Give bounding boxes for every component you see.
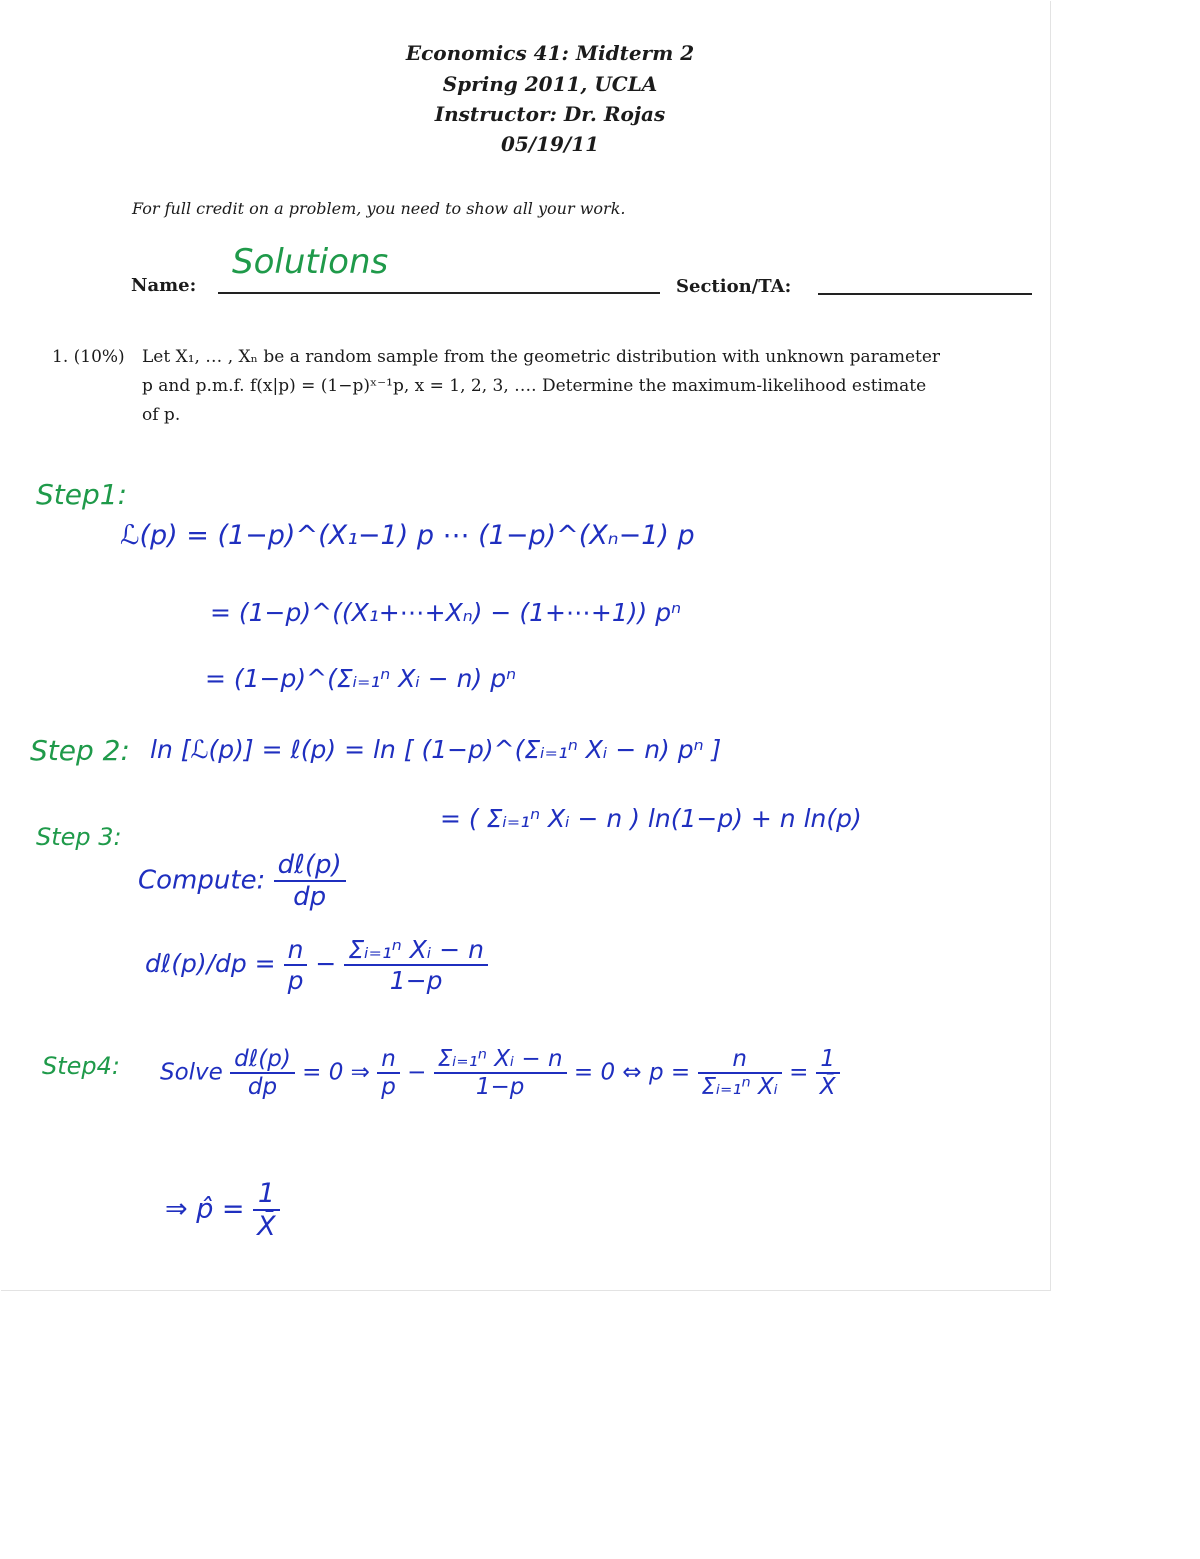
step3-lhs: dℓ(p)/dp = xyxy=(145,949,276,978)
step3-compute-fraction xyxy=(274,850,346,912)
problem-text-line1: Let X₁, … , Xₙ be a random sample from the geometric distribution with unknown parameter xyxy=(142,347,941,367)
final-one: 1 xyxy=(253,1178,280,1211)
problem-text-line3: of p. xyxy=(142,405,181,425)
step3-minus: − xyxy=(315,949,337,978)
course-instructor: Instructor: Dr. Rojas xyxy=(434,102,666,126)
step4-xbar: X̄ xyxy=(819,1074,836,1100)
step3-sum-num: Σᵢ₌₁ⁿ Xᵢ − n xyxy=(344,935,488,966)
exam-date: 05/19/11 xyxy=(500,132,600,156)
step3-sum-den: 1−p xyxy=(389,966,443,995)
name-label: Name: xyxy=(131,275,197,296)
final-estimate xyxy=(165,1178,280,1242)
name-handwritten: Solutions xyxy=(232,242,389,282)
course-title: Economics 41: Midterm 2 xyxy=(405,41,695,65)
final-fraction xyxy=(253,1178,280,1242)
step4-solution xyxy=(160,1046,840,1100)
step3-derivative xyxy=(145,935,488,995)
step4-solve: Solve xyxy=(160,1059,223,1086)
step4-minus: − xyxy=(407,1059,427,1086)
step2-simplified: = ( Σᵢ₌₁ⁿ Xᵢ − n ) ln(1−p) + n ln(p) xyxy=(440,804,862,833)
step4-eq: = xyxy=(789,1059,809,1086)
step4-p-fraction xyxy=(698,1046,782,1100)
step1-label: Step1: xyxy=(36,478,127,511)
step4-sum-num: Σᵢ₌₁ⁿ Xᵢ − n xyxy=(434,1046,567,1074)
step4-dl-fraction xyxy=(230,1046,295,1100)
step3-n-den: p xyxy=(287,966,304,995)
course-term: Spring 2011, UCLA xyxy=(442,72,658,96)
step3-n-num: n xyxy=(284,935,308,966)
step3-compute xyxy=(138,850,346,912)
section-line xyxy=(818,293,1032,295)
step4-xbar-fraction xyxy=(816,1046,840,1100)
step4-p-den: Σᵢ₌₁ⁿ Xᵢ xyxy=(701,1074,778,1100)
section-label: Section/TA: xyxy=(676,276,792,297)
step4-n-num: n xyxy=(377,1046,400,1074)
problem-number: 1. (10%) xyxy=(52,347,125,367)
step3-compute-text: Compute: xyxy=(138,865,266,896)
step4-label: Step4: xyxy=(42,1052,120,1080)
step4-one: 1 xyxy=(816,1046,840,1074)
step4-iff: = 0 ⇔ p = xyxy=(573,1059,691,1086)
problem-1 xyxy=(52,343,1012,430)
step3-label: Step 3: xyxy=(36,823,122,851)
step2-label: Step 2: xyxy=(30,734,130,767)
step4-dl-num: dℓ(p) xyxy=(230,1046,295,1074)
step1-sum-form: = (1−p)^(Σᵢ₌₁ⁿ Xᵢ − n) pⁿ xyxy=(205,664,517,693)
step4-n-den: p xyxy=(381,1074,396,1100)
step4-dl-den: dp xyxy=(247,1074,278,1100)
name-line xyxy=(218,292,660,294)
problem-text-line2: p and p.m.f. f(x|p) = (1−p)ˣ⁻¹p, x = 1, 2, 3, …. Determine the maximum-likelihood estimate xyxy=(142,376,927,396)
step3-compute-num: dℓ(p) xyxy=(274,850,346,882)
step4-sum-fraction xyxy=(434,1046,567,1100)
step3-sum-fraction xyxy=(344,935,488,995)
step1-expand: = (1−p)^((X₁+⋯+Xₙ) − (1+⋯+1)) pⁿ xyxy=(210,598,682,627)
step4-eq0: = 0 ⇒ xyxy=(302,1059,370,1086)
step2-log-likelihood: ln [ℒ(p)] = ℓ(p) = ln [ (1−p)^(Σᵢ₌₁ⁿ Xᵢ − n) pⁿ ] xyxy=(150,735,722,764)
step3-n-over-p xyxy=(284,935,308,995)
step3-compute-den: dp xyxy=(293,882,327,912)
step4-sum-den: 1−p xyxy=(475,1074,525,1100)
instructions-text: For full credit on a problem, you need to show all your work. xyxy=(132,199,626,218)
step4-n-over-p xyxy=(377,1046,400,1100)
final-prefix: ⇒ p̂ = xyxy=(165,1193,245,1225)
step1-likelihood: ℒ(p) = (1−p)^(X₁−1) p ⋯ (1−p)^(Xₙ−1) p xyxy=(120,520,695,551)
final-xbar: X̄ xyxy=(257,1211,276,1242)
step4-p-num: n xyxy=(698,1046,782,1074)
